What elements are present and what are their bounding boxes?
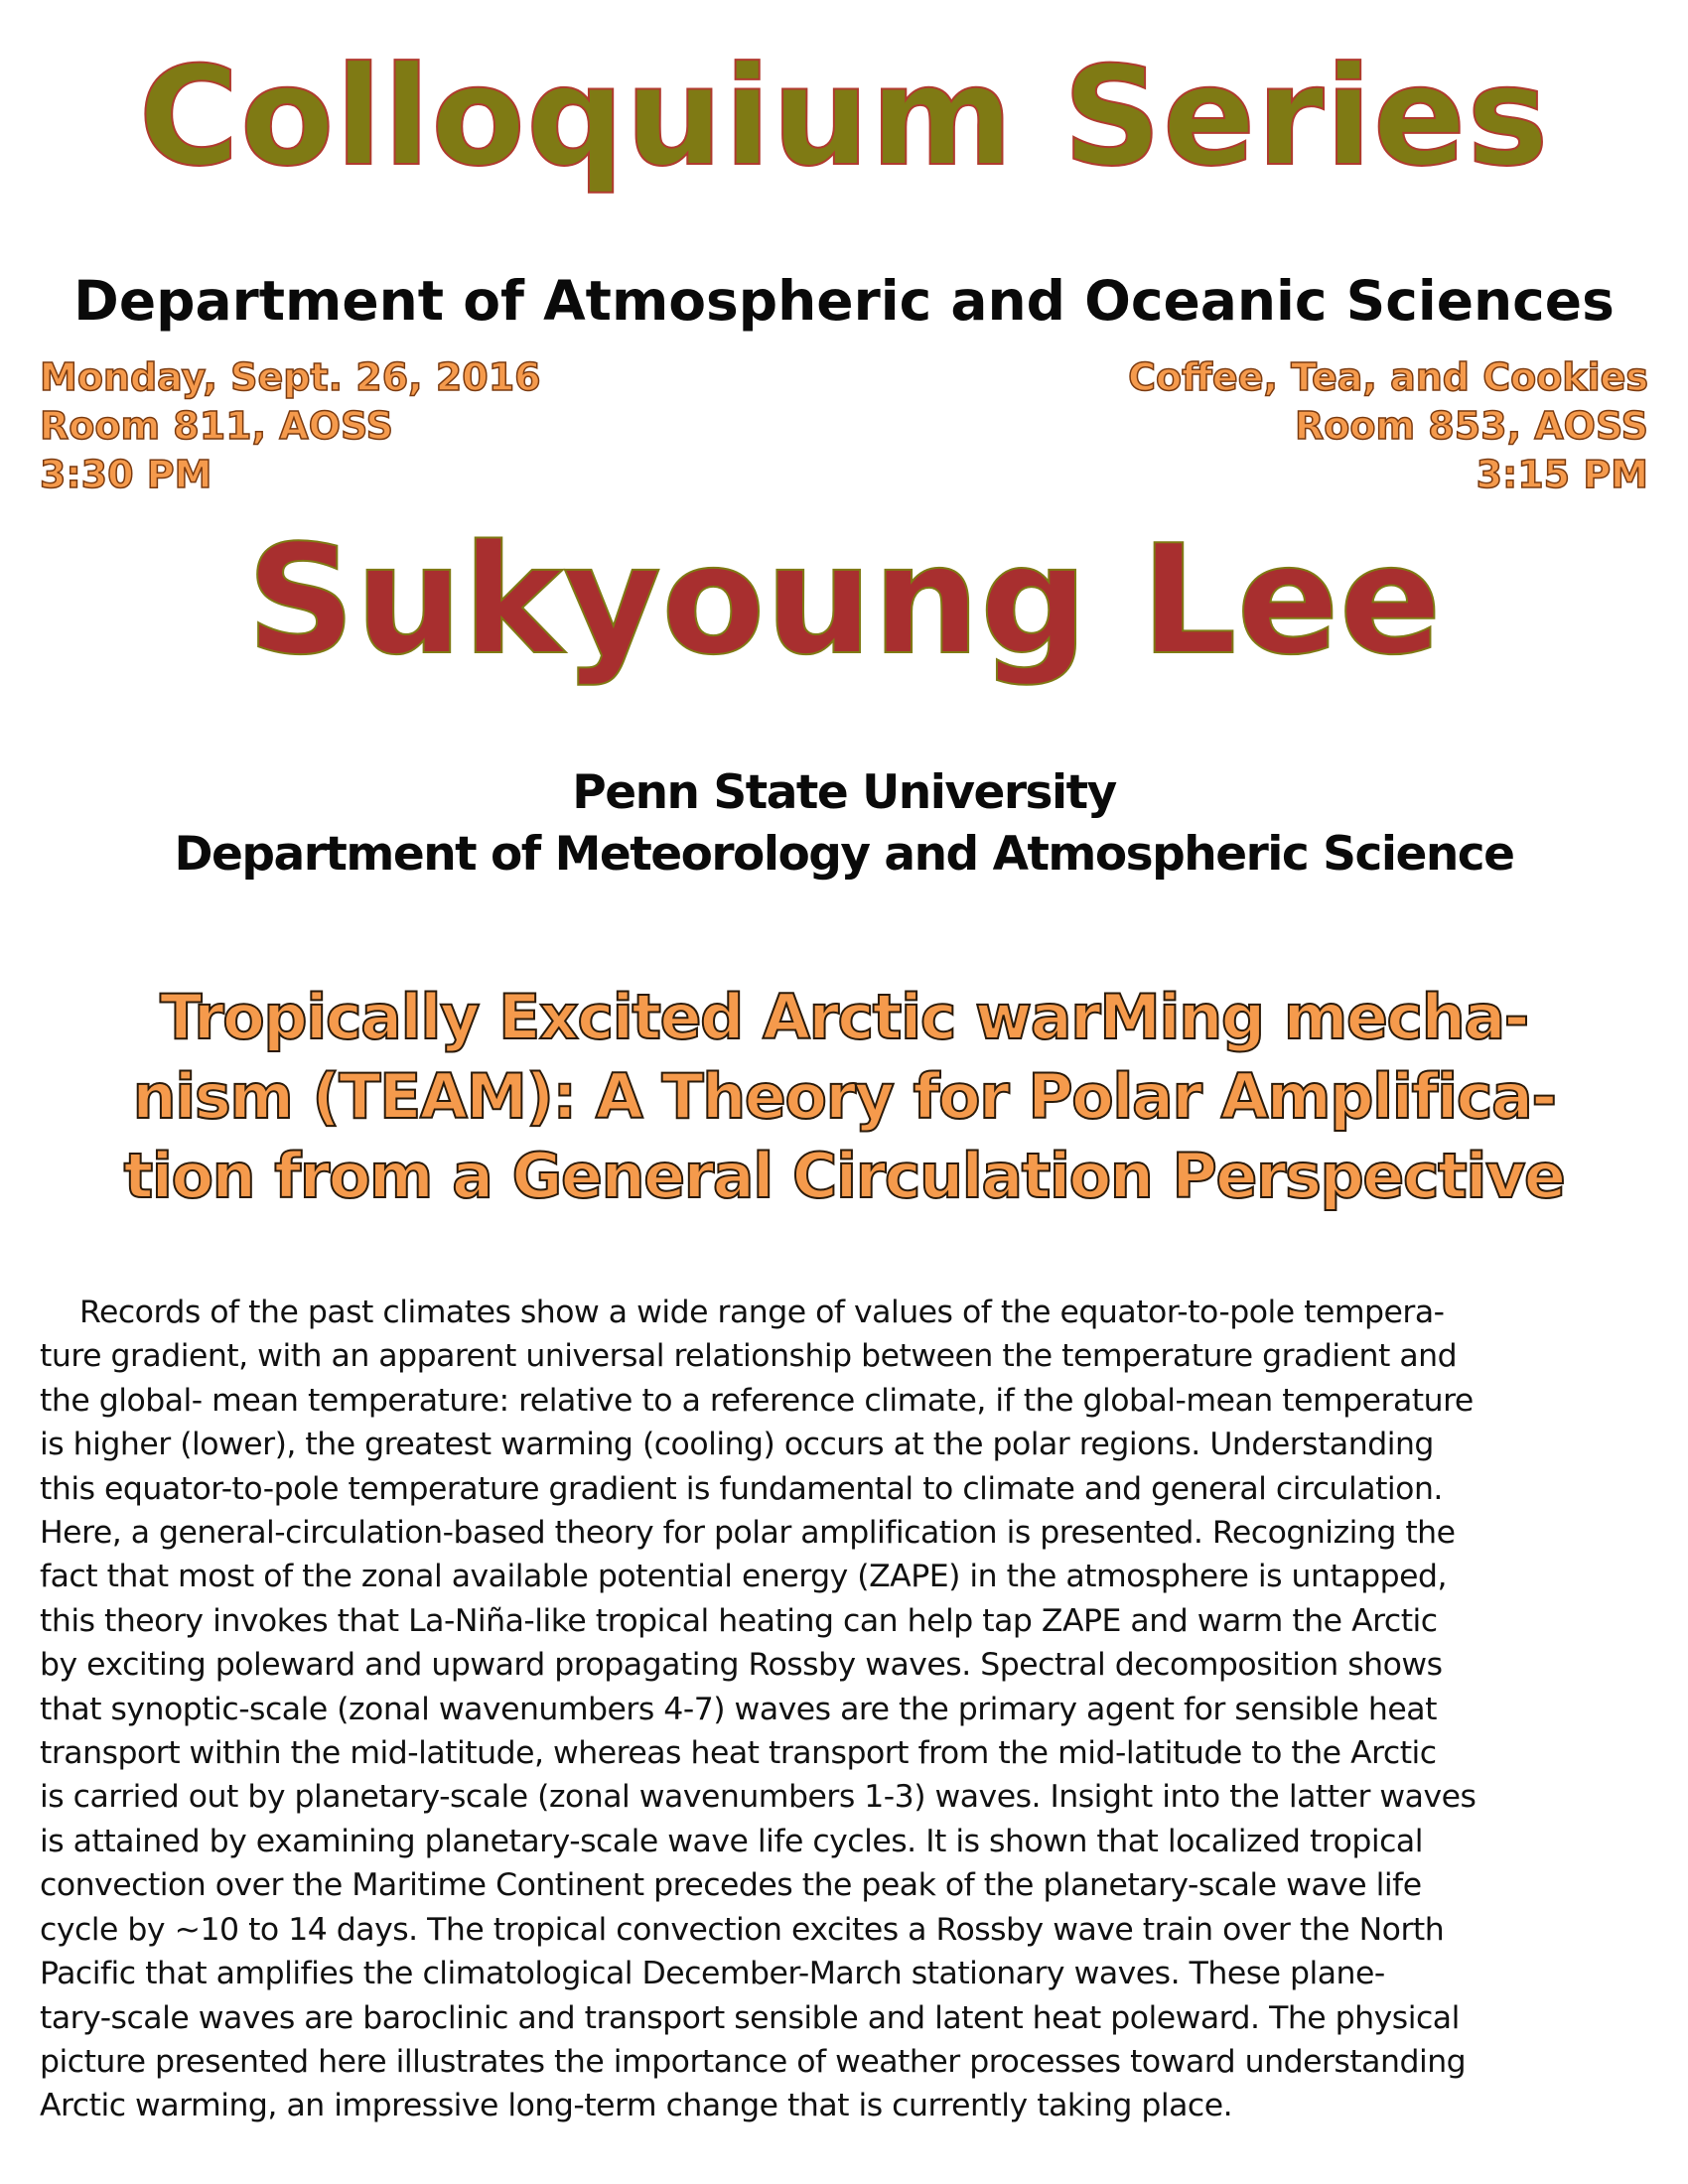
abstract-line: tary-scale waves are baroclinic and transport sensible and latent heat poleward. The physical [40,1999,1460,2036]
abstract-line: Pacific that amplifies the climatological December-March stationary waves. These plane- [40,1956,1385,1992]
abstract-line: Records of the past climates show a wide range of values of the equator-to-pole tempera- [79,1295,1445,1330]
refreshments-label: Coffee, Tea, and Cookies [1128,355,1648,399]
speaker-name: Sukyoung Lee [246,512,1442,688]
abstract-line: that synoptic-scale (zonal wavenumbers 4-7) waves are the primary agent for sensible heat [40,1691,1437,1727]
abstract-line: this theory invokes that La-Niña-like tropical heating can help tap ZAPE and warm the Arctic [40,1602,1438,1639]
abstract-line: transport within the mid-latitude, whereas heat transport from the mid-latitude to the Arctic [40,1735,1437,1772]
talk-title [40,978,1648,1216]
speaker-affiliation [0,762,1688,886]
abstract [40,1291,1653,2128]
abstract-line: Arctic warming, an impressive long-term change that is currently taking place. [40,2088,1233,2124]
abstract-line: ture gradient, with an apparent universal relationship between the temperature gradient and [40,1338,1458,1375]
abstract-line: convection over the Maritime Continent precedes the peak of the planetary-scale wave life [40,1867,1422,1904]
refreshments-room: Room 853, AOSS [1294,404,1648,448]
abstract-line: is attained by examining planetary-scale wave life cycles. It is shown that localized tropical [40,1823,1423,1859]
talk-room: Room 811, AOSS [40,404,394,448]
colloquium-series-title: Colloquium Series [138,37,1550,197]
abstract-line: the global- mean temperature: relative to a reference climate, if the global-mean temperature [40,1382,1474,1419]
talk-date: Monday, Sept. 26, 2016 [40,355,541,399]
speaker-university: Penn State University [572,765,1116,820]
refreshment-details [1128,353,1648,499]
speaker-department: Department of Meteorology and Atmospheric Science [174,827,1514,882]
abstract-line: is higher (lower), the greatest warming (cooling) occurs at the polar regions. Understanding [40,1427,1434,1463]
abstract-line: Here, a general-circulation-based theory for polar amplification is presented. Recognizing the [40,1515,1456,1552]
talk-title-line: tion from a General Circulation Perspective [123,1140,1565,1212]
talk-title-line: Tropically Excited Arctic warMing mecha- [160,981,1528,1053]
host-department: Department of Atmospheric and Oceanic Sciences [73,269,1615,333]
talk-details [40,353,541,499]
talk-title-line: nism (TEAM): A Theory for Polar Amplifica- [132,1060,1556,1133]
abstract-line: this equator-to-pole temperature gradient is fundamental to climate and general circulation. [40,1470,1443,1507]
abstract-line: is carried out by planetary-scale (zonal wavenumbers 1-3) waves. Insight into the latter waves [40,1779,1477,1816]
abstract-line: fact that most of the zonal available potential energy (ZAPE) in the atmosphere is untapped, [40,1559,1448,1595]
abstract-line: cycle by ~10 to 14 days. The tropical convection excites a Rossby wave train over the North [40,1911,1445,1948]
abstract-line: by exciting poleward and upward propagating Rossby waves. Spectral decomposition shows [40,1647,1443,1684]
refreshments-time: 3:15 PM [1476,453,1648,496]
talk-time: 3:30 PM [40,453,212,496]
abstract-line: picture presented here illustrates the importance of weather processes toward understanding [40,2043,1467,2080]
